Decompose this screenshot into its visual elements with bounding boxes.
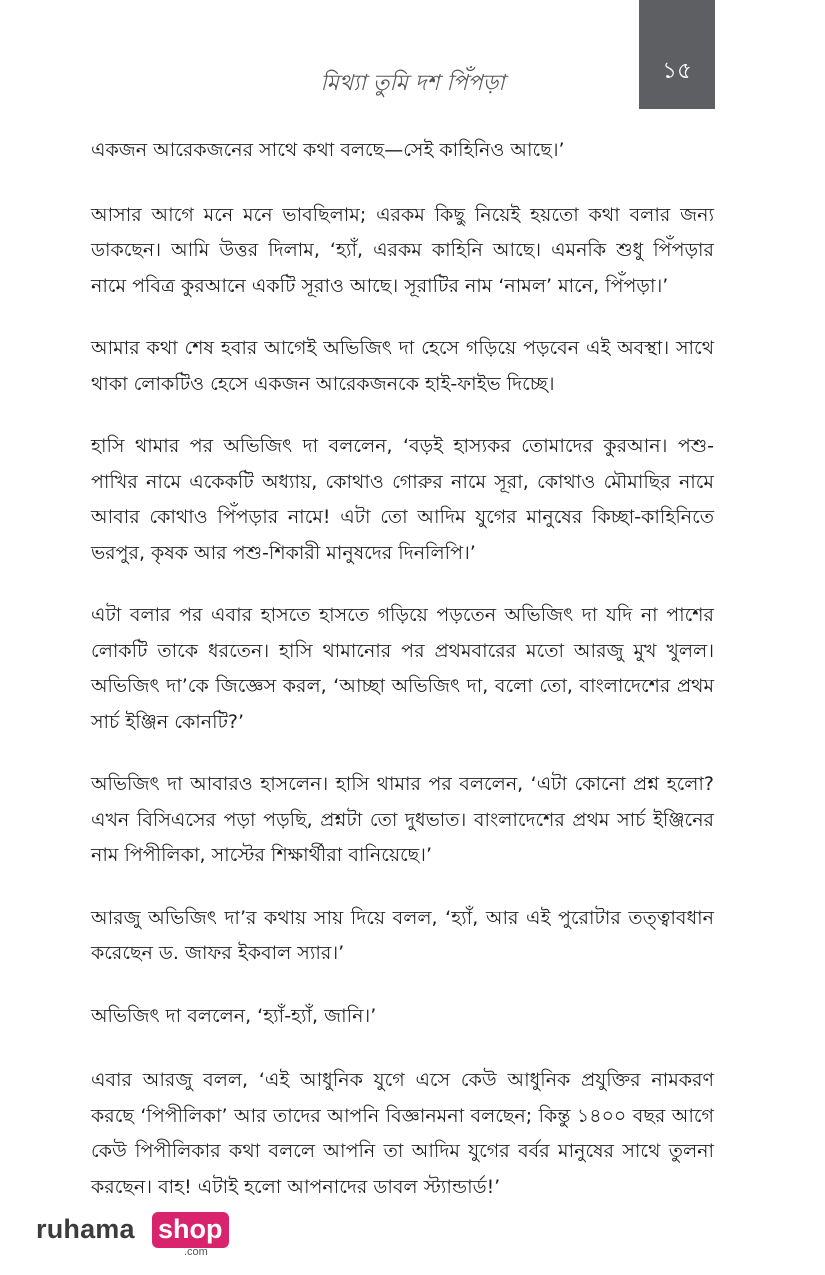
paragraph: একজন আরেকজনের সাথে কথা বলছে—সেই কাহিনিও আছে।’ xyxy=(91,139,565,161)
paragraph: আমার কথা শেষ হবার আগেই অভিজিৎ দা হেসে গড়িয়ে পড়বেন এই অবস্থা। সাথে থাকা লোকটিও হেসে একজন আরেকজনকে হাই-ফাইভ দিচ্ছে। xyxy=(91,337,714,395)
logo-shop-badge xyxy=(152,1212,229,1248)
logo-ruhama-text: ruhama xyxy=(36,1214,135,1244)
paragraph: এবার আরজু বলল, ‘এই আধুনিক যুগে এসে কেউ আধুনিক প্রযুক্তির নামকরণ করছে ‘পিপীলিকা’ আর তাদের আপনি বিজ্ঞানমনা বলছেন; কিন্তু ১৪০০ বছর আগে কেউ পিপীলিকার কথা বললে আপনি তা আদিম যুগের বর্বর মানুষের সাথে তুলনা করছেন। বাহ! এটাই হলো আপনাদের ডাবল স্ট্যান্ডার্ড!’ xyxy=(91,1069,714,1198)
running-title: মিথ্যা তুমি দশ পিঁপড়া xyxy=(320,71,505,96)
logo-domain-text: .com xyxy=(184,1246,208,1258)
body-text xyxy=(91,133,714,1232)
paragraph: অভিজিৎ দা বললেন, ‘হ্যাঁ-হ্যাঁ, জানি।’ xyxy=(91,1004,377,1027)
paragraph: হাসি থামার পর অভিজিৎ দা বললেন, ‘বড়ই হাস্যকর তোমাদের কুরআন। পশু-পাখির নামে একেকটি অধ্যায়, কোথাও গোরুর নামে সূরা, কোথাও মৌমাছির নামে আবার কোথাও পিঁপড়ার নামে! এটা তো আদিম যুগের মানুষের কিচ্ছা-কাহিনিতে ভরপুর, কৃষক আর পশু-শিকারী মানুষদের দিনলিপি।’ xyxy=(91,435,714,564)
page-number: ১৫ xyxy=(662,58,692,84)
footer-logo xyxy=(36,1212,226,1262)
page-number-tab xyxy=(639,0,715,109)
logo-shop-text: shop xyxy=(158,1214,223,1244)
paragraph: আসার আগে মনে মনে ভাবছিলাম; এরকম কিছু নিয়েই হয়তো কথা বলার জন্য ডাকছেন। আমি উত্তর দিলাম, ‘হ্যাঁ, এরকম কাহিনি আছে। এমনকি শুধু পিঁপড়ার নামে পবিত্র কুরআনে একটি সূরাও আছে। সূরাটির নাম ‘নামল’ মানে, পিঁপড়া।’ xyxy=(91,203,714,297)
paragraph: এটা বলার পর এবার হাসতে হাসতে গড়িয়ে পড়তেন অভিজিৎ দা যদি না পাশের লোকটি তাকে ধরতেন। হাসি থামানোর পর প্রথমবারের মতো আরজু মুখ খুলল। অভিজিৎ দা’কে জিজ্ঞেস করল, ‘আচ্ছা অভিজিৎ দা, বলো তো, বাংলাদেশের প্রথম সার্চ ইঞ্জিন কোনটি?’ xyxy=(91,604,714,733)
paragraph: আরজু অভিজিৎ দা’র কথায় সায় দিয়ে বলল, ‘হ্যাঁ, আর এই পুরোটার তত্ত্বাবধান করেছেন ড. জাফর ইকবাল স্যার।’ xyxy=(91,906,714,964)
paragraph: অভিজিৎ দা আবারও হাসলেন। হাসি থামার পর বললেন, ‘এটা কোনো প্রশ্ন হলো? এখন বিসিএসের পড়া পড়ছি, প্রশ্নটা তো দুধভাত। বাংলাদেশের প্রথম সার্চ ইঞ্জিনের নাম পিপীলিকা, সাস্টের শিক্ষার্থীরা বানিয়েছে।’ xyxy=(91,773,714,866)
